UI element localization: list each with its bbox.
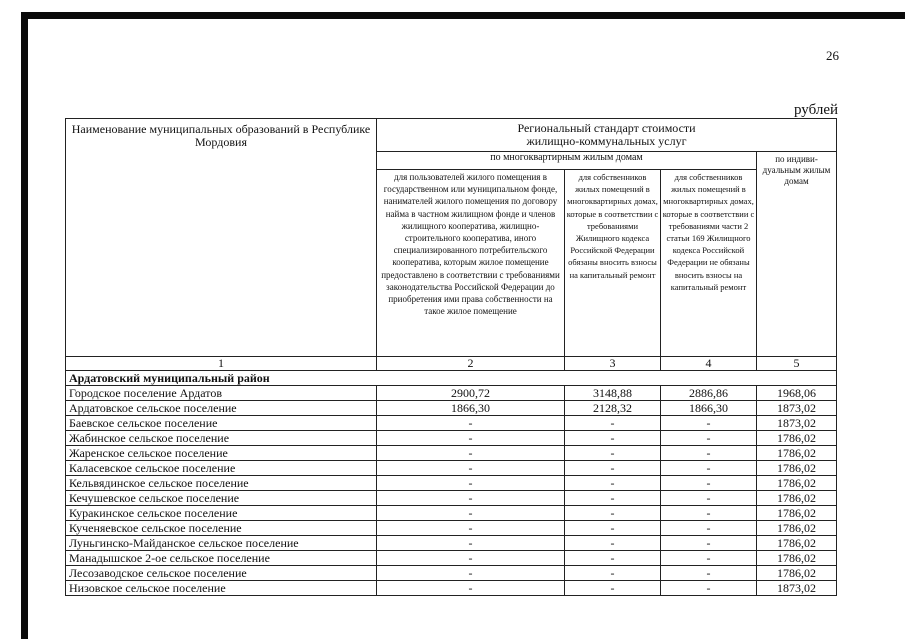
tenants-cost: -	[377, 461, 565, 476]
individual-house-cost: 1786,02	[757, 506, 837, 521]
municipality-column-header: Наименование муниципальных образований в Республике Мордовия	[66, 119, 377, 357]
tenants-cost: -	[377, 476, 565, 491]
tenants-cost: 2900,72	[377, 386, 565, 401]
tenants-column-header: для пользователей жилого помещения в государственном или муниципальном фонде, нанимателей жилого помещения по договору найма в частном жилищном фонде и членов жилищного кооператива, жилищно-строительного кооператива, иного специализированного потребительского кооператива, которым жилое помещение предоставлено в соответствии с требованиями законодательства Российской Федерации до приобретения ими права собственности на такое жилое помещение	[377, 170, 565, 357]
header-row-1	[66, 119, 837, 152]
table-row	[66, 581, 837, 596]
table-row	[66, 476, 837, 491]
owners-without-repair-fee-header: для собственников жилых помещений в многоквартирных домах, которые в соответствии с требованиями части 2 статьи 169 Жилищного кодекса Российской Федерации не обязаны вносить взносы на капитальный ремонт	[661, 170, 757, 357]
currency-unit: рублей	[794, 102, 839, 118]
municipality-name: Манадышское 2-ое сельское поселение	[66, 551, 377, 566]
tenants-cost: -	[377, 506, 565, 521]
owners-without-repair-cost: -	[661, 461, 757, 476]
table-row	[66, 551, 837, 566]
tenants-cost: -	[377, 536, 565, 551]
tenants-cost: -	[377, 581, 565, 596]
owners-with-repair-cost: -	[565, 461, 661, 476]
owners-without-repair-cost: -	[661, 566, 757, 581]
table-row	[66, 416, 837, 431]
owners-without-repair-cost: -	[661, 536, 757, 551]
owners-without-repair-cost: -	[661, 446, 757, 461]
owners-without-repair-cost: -	[661, 581, 757, 596]
individual-house-cost: 1786,02	[757, 446, 837, 461]
housing-cost-table	[65, 118, 837, 596]
district-title: Ардатовский муниципальный район	[66, 371, 837, 386]
column-numbers-row	[66, 357, 837, 371]
table-row	[66, 536, 837, 551]
table-row	[66, 521, 837, 536]
regional-standard-title-line1: Региональный стандарт стоимости	[517, 121, 696, 135]
individual-house-cost: 1873,02	[757, 581, 837, 596]
owners-without-repair-cost: 1866,30	[661, 401, 757, 416]
municipality-name: Куракинское сельское поселение	[66, 506, 377, 521]
individual-house-cost: 1873,02	[757, 401, 837, 416]
table-row	[66, 431, 837, 446]
municipality-name: Кечушевское сельское поселение	[66, 491, 377, 506]
apartment-buildings-header: по многоквартирным жилым домам	[377, 152, 757, 170]
tenants-cost: -	[377, 446, 565, 461]
scan-border-left	[21, 12, 28, 639]
section-row	[66, 371, 837, 386]
individual-house-cost: 1786,02	[757, 521, 837, 536]
owners-with-repair-cost: 2128,32	[565, 401, 661, 416]
scan-border-top	[21, 12, 905, 19]
tenants-cost: -	[377, 431, 565, 446]
owners-without-repair-cost: -	[661, 416, 757, 431]
individual-house-cost: 1786,02	[757, 491, 837, 506]
municipality-name: Жабинское сельское поселение	[66, 431, 377, 446]
owners-with-repair-cost: -	[565, 416, 661, 431]
owners-with-repair-cost: -	[565, 491, 661, 506]
owners-without-repair-cost: -	[661, 506, 757, 521]
tenants-cost: -	[377, 551, 565, 566]
table-row	[66, 506, 837, 521]
owners-without-repair-cost: -	[661, 551, 757, 566]
municipality-name: Баевское сельское поселение	[66, 416, 377, 431]
tenants-cost: -	[377, 566, 565, 581]
individual-house-cost: 1786,02	[757, 431, 837, 446]
individual-house-cost: 1786,02	[757, 536, 837, 551]
column-number: 5	[757, 357, 837, 371]
owners-with-repair-cost: -	[565, 536, 661, 551]
table-row	[66, 566, 837, 581]
owners-with-repair-cost: -	[565, 581, 661, 596]
owners-with-repair-fee-header: для собственников жилых помещений в многоквартирных домах, которые в соответствии с требованиями Жилищного кодекса Российской Федерации обязаны вносить взносы на капитальный ремонт	[565, 170, 661, 357]
municipality-name: Городское поселение Ардатов	[66, 386, 377, 401]
tenants-cost: -	[377, 416, 565, 431]
owners-with-repair-cost: -	[565, 551, 661, 566]
municipality-name: Лесозаводское сельское поселение	[66, 566, 377, 581]
individual-house-cost: 1786,02	[757, 461, 837, 476]
table-row	[66, 461, 837, 476]
municipality-name: Жаренское сельское поселение	[66, 446, 377, 461]
individual-house-cost: 1873,02	[757, 416, 837, 431]
table-row	[66, 491, 837, 506]
tenants-cost: -	[377, 521, 565, 536]
municipality-name: Луньгинско-Майданское сельское поселение	[66, 536, 377, 551]
column-number: 2	[377, 357, 565, 371]
owners-with-repair-cost: 3148,88	[565, 386, 661, 401]
table-row	[66, 401, 837, 416]
owners-without-repair-cost: -	[661, 431, 757, 446]
owners-with-repair-cost: -	[565, 506, 661, 521]
tenants-cost: -	[377, 491, 565, 506]
owners-without-repair-cost: -	[661, 521, 757, 536]
individual-house-cost: 1786,02	[757, 551, 837, 566]
municipality-name: Каласевское сельское поселение	[66, 461, 377, 476]
table-row	[66, 386, 837, 401]
individual-house-cost: 1968,06	[757, 386, 837, 401]
owners-with-repair-cost: -	[565, 566, 661, 581]
regional-standard-title-line2: жилищно-коммунальных услуг	[526, 134, 687, 148]
owners-without-repair-cost: -	[661, 491, 757, 506]
table-row	[66, 446, 837, 461]
owners-with-repair-cost: -	[565, 476, 661, 491]
municipality-name: Ардатовское сельское поселение	[66, 401, 377, 416]
owners-with-repair-cost: -	[565, 446, 661, 461]
column-number: 3	[565, 357, 661, 371]
tenants-cost: 1866,30	[377, 401, 565, 416]
regional-standard-header	[377, 119, 837, 152]
individual-houses-header: по индиви-дуальным жилым домам	[757, 152, 837, 357]
municipality-name: Кельвядинское сельское поселение	[66, 476, 377, 491]
municipality-name: Кученяевское сельское поселение	[66, 521, 377, 536]
individual-house-cost: 1786,02	[757, 566, 837, 581]
owners-with-repair-cost: -	[565, 431, 661, 446]
owners-with-repair-cost: -	[565, 521, 661, 536]
owners-without-repair-cost: -	[661, 476, 757, 491]
page-number: 26	[826, 48, 839, 63]
municipality-name: Низовское сельское поселение	[66, 581, 377, 596]
column-number: 4	[661, 357, 757, 371]
owners-without-repair-cost: 2886,86	[661, 386, 757, 401]
individual-house-cost: 1786,02	[757, 476, 837, 491]
column-number: 1	[66, 357, 377, 371]
